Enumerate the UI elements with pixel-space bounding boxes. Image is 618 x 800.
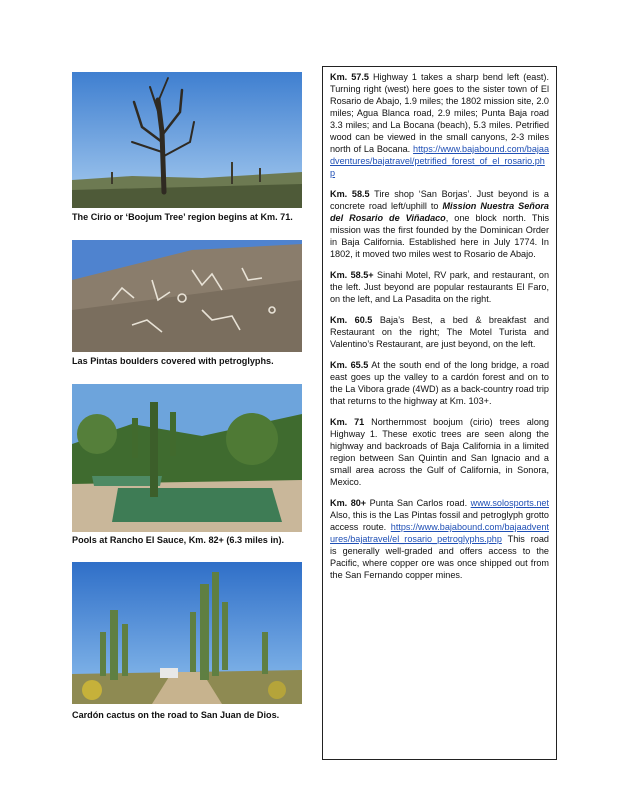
entry-km-57-5 [330,71,549,179]
petrified-forest-link[interactable]: https://www.bajabound.com/bajaadventures/bajatravel/petrified_forest_of_el_rosario.php [330,144,550,178]
entry-km-71 [330,416,549,488]
boojum-tree-image [72,72,302,208]
entry-text: Also, this is the Las Pintas fossil and petroglyph grotto access route. [330,510,549,532]
km-marker: Km. 80+ [330,498,367,508]
cardon-cactus-image [72,562,302,704]
photo-caption: Pools at Rancho El Sauce, Km. 82+ (6.3 miles in). [72,535,285,545]
km-marker: Km. 65.5 [330,360,369,370]
km-marker: Km. 57.5 [330,72,369,82]
entry-km-65-5 [330,359,549,407]
road-log-textbox [322,66,557,760]
photo-caption: The Cirio or ‘Boojum Tree’ region begins at Km. 71. [72,212,293,222]
entry-text: This road is generally well-graded and offers access to the Pacific, where copper ore was once shipped out from the San Fernando copper mines. [330,534,549,580]
km-marker: Km. 60.5 [330,315,373,325]
km-marker: Km. 58.5 [330,189,370,199]
entry-km-80-plus [330,497,549,581]
entry-text: Sinahi Motel, RV park, and restaurant, on the left. Just beyond are popular restaurants El Faro, on the left, and La Pasadita on the right. [330,270,550,304]
entry-km-58-5 [330,188,549,260]
petroglyphs-link[interactable]: https://www.bajabound.com/bajaadventures/bajatravel/el_rosario_petroglyphs.php [330,522,549,544]
entry-text: At the south end of the long bridge, a road east goes up the valley to a cardón forest and on to the La Vibora grade (4WD) as a back-country road trip that returns to the highway at Km. 103+. [330,360,550,406]
km-marker: Km. 71 [330,417,365,427]
entry-km-58-5-plus [330,269,549,305]
petroglyph-image [72,240,302,352]
km-marker: Km. 58.5+ [330,270,374,280]
photo-boojum-tree [72,72,302,208]
photo-cardon-cactus [72,562,302,704]
pools-image [72,384,302,532]
entry-text: Northernmost boojum (cirio) trees along Highway 1. These exotic trees are seen along the highway and backroads of Baja California in a limited region between San Quintin and San Ignacio and a small area across the Gulf of California, in Sonora, Mexico. [330,417,549,487]
photo-caption: Las Pintas boulders covered with petroglyphs. [72,356,274,366]
entry-text: Baja’s Best, a bed & breakfast and Restaurant on the right; The Motel Turista and Valentino’s Restaurant, are just beyond, on the left. [330,315,550,349]
entry-text: Punta San Carlos road. [366,498,471,508]
mission-name: Mission Nuestra Señora del Rosario de Viñadaco [330,201,549,223]
photo-petroglyphs [72,240,302,352]
entry-km-60-5 [330,314,549,350]
entry-text: , one block north. This mission was the first founded by the Dominican Order in Baja California. Established here in July 1774. In 1802, it moved two miles west to Rosario de Abajo. [330,213,549,259]
photo-pools [72,384,302,532]
entry-text: Tire shop ‘San Borjas’. Just beyond is a concrete road left/uphill to [330,189,549,211]
photo-caption: Cardón cactus on the road to San Juan de Dios. [72,710,280,720]
entry-text: Highway 1 takes a sharp bend left (east). Turning right (west) here goes to the sister town of El Rosario de Abajo, 1.9 miles; the 1802 mission site, 2.0 miles; Agua Blanca road, 2.9 miles; Punta Baja road 3.3 miles; and La Bocana (beach), 5.3 miles. Petrified wood can be viewed in the small canyons, 2-3 miles north of La Bocana. [330,72,549,154]
solosports-link[interactable]: www.solosports.net [470,498,549,508]
